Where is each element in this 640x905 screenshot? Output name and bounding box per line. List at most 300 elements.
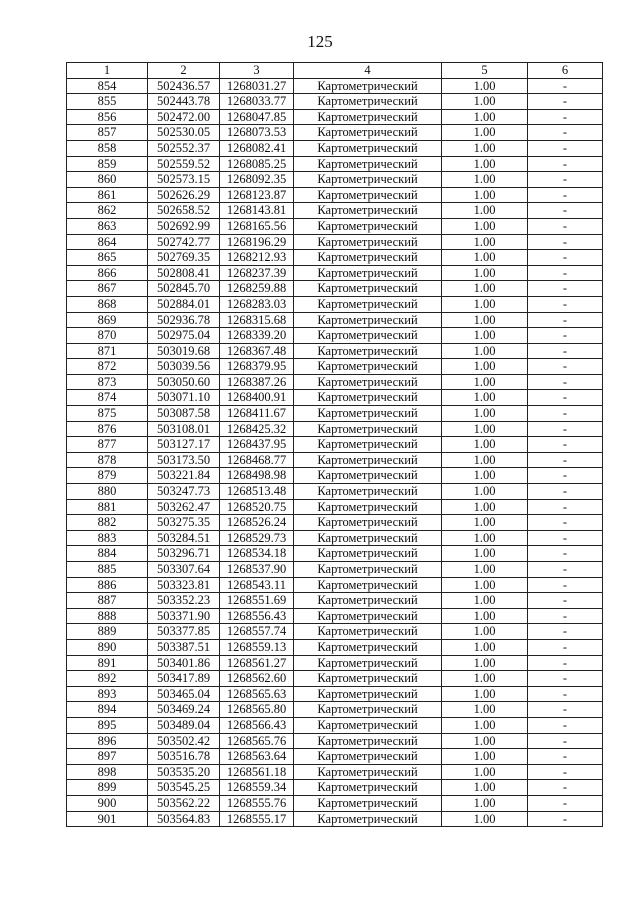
accuracy-cell: 1.00 xyxy=(442,515,528,531)
point-number-cell: 878 xyxy=(67,452,148,468)
x-coordinate-cell: 503564.83 xyxy=(148,811,220,827)
table-row xyxy=(67,811,603,827)
point-number-cell: 884 xyxy=(67,546,148,562)
x-coordinate-cell: 502808.41 xyxy=(148,265,220,281)
method-cell: Картометрический xyxy=(294,764,442,780)
x-coordinate-cell: 502936.78 xyxy=(148,312,220,328)
point-number-cell: 879 xyxy=(67,468,148,484)
x-coordinate-cell: 503307.64 xyxy=(148,562,220,578)
x-coordinate-cell: 503087.58 xyxy=(148,406,220,422)
accuracy-cell: 1.00 xyxy=(442,187,528,203)
note-cell: - xyxy=(528,421,603,437)
method-cell: Картометрический xyxy=(294,359,442,375)
y-coordinate-cell: 1268387.26 xyxy=(220,374,294,390)
x-coordinate-cell: 503127.17 xyxy=(148,437,220,453)
accuracy-cell: 1.00 xyxy=(442,140,528,156)
method-cell: Картометрический xyxy=(294,218,442,234)
x-coordinate-cell: 503221.84 xyxy=(148,468,220,484)
method-cell: Картометрический xyxy=(294,234,442,250)
note-cell: - xyxy=(528,624,603,640)
accuracy-cell: 1.00 xyxy=(442,780,528,796)
y-coordinate-cell: 1268529.73 xyxy=(220,530,294,546)
y-coordinate-cell: 1268196.29 xyxy=(220,234,294,250)
accuracy-cell: 1.00 xyxy=(442,390,528,406)
point-number-cell: 868 xyxy=(67,296,148,312)
accuracy-cell: 1.00 xyxy=(442,250,528,266)
x-coordinate-cell: 502573.15 xyxy=(148,172,220,188)
y-coordinate-cell: 1268123.87 xyxy=(220,187,294,203)
table-row xyxy=(67,639,603,655)
accuracy-cell: 1.00 xyxy=(442,359,528,375)
accuracy-cell: 1.00 xyxy=(442,125,528,141)
note-cell: - xyxy=(528,733,603,749)
table-row xyxy=(67,484,603,500)
table-row xyxy=(67,140,603,156)
y-coordinate-cell: 1268031.27 xyxy=(220,78,294,94)
method-cell: Картометрический xyxy=(294,686,442,702)
table-row xyxy=(67,764,603,780)
note-cell: - xyxy=(528,218,603,234)
note-cell: - xyxy=(528,109,603,125)
table-row xyxy=(67,312,603,328)
point-number-cell: 900 xyxy=(67,795,148,811)
method-cell: Картометрический xyxy=(294,452,442,468)
note-cell: - xyxy=(528,546,603,562)
accuracy-cell: 1.00 xyxy=(442,484,528,500)
note-cell: - xyxy=(528,390,603,406)
method-cell: Картометрический xyxy=(294,312,442,328)
note-cell: - xyxy=(528,312,603,328)
method-cell: Картометрический xyxy=(294,624,442,640)
table-row xyxy=(67,671,603,687)
table-row xyxy=(67,749,603,765)
y-coordinate-cell: 1268534.18 xyxy=(220,546,294,562)
accuracy-cell: 1.00 xyxy=(442,94,528,110)
y-coordinate-cell: 1268566.43 xyxy=(220,717,294,733)
x-coordinate-cell: 502884.01 xyxy=(148,296,220,312)
method-cell: Картометрический xyxy=(294,593,442,609)
x-coordinate-cell: 503284.51 xyxy=(148,530,220,546)
accuracy-cell: 1.00 xyxy=(442,109,528,125)
note-cell: - xyxy=(528,125,603,141)
point-number-cell: 893 xyxy=(67,686,148,702)
table-row xyxy=(67,374,603,390)
method-cell: Картометрический xyxy=(294,343,442,359)
point-number-cell: 886 xyxy=(67,577,148,593)
x-coordinate-cell: 502742.77 xyxy=(148,234,220,250)
x-coordinate-cell: 502443.78 xyxy=(148,94,220,110)
note-cell: - xyxy=(528,203,603,219)
point-number-cell: 863 xyxy=(67,218,148,234)
point-number-cell: 887 xyxy=(67,593,148,609)
point-number-cell: 856 xyxy=(67,109,148,125)
x-coordinate-cell: 503071.10 xyxy=(148,390,220,406)
method-cell: Картометрический xyxy=(294,281,442,297)
method-cell: Картометрический xyxy=(294,421,442,437)
y-coordinate-cell: 1268092.35 xyxy=(220,172,294,188)
note-cell: - xyxy=(528,437,603,453)
method-cell: Картометрический xyxy=(294,296,442,312)
note-cell: - xyxy=(528,671,603,687)
point-number-cell: 880 xyxy=(67,484,148,500)
x-coordinate-cell: 502559.52 xyxy=(148,156,220,172)
method-cell: Картометрический xyxy=(294,795,442,811)
note-cell: - xyxy=(528,234,603,250)
y-coordinate-cell: 1268283.03 xyxy=(220,296,294,312)
point-number-cell: 861 xyxy=(67,187,148,203)
column-header-1: 1 xyxy=(67,63,148,79)
x-coordinate-cell: 502769.35 xyxy=(148,250,220,266)
method-cell: Картометрический xyxy=(294,265,442,281)
point-number-cell: 862 xyxy=(67,203,148,219)
note-cell: - xyxy=(528,811,603,827)
note-cell: - xyxy=(528,780,603,796)
point-number-cell: 891 xyxy=(67,655,148,671)
table-row xyxy=(67,686,603,702)
x-coordinate-cell: 502845.70 xyxy=(148,281,220,297)
method-cell: Картометрический xyxy=(294,608,442,624)
x-coordinate-cell: 503296.71 xyxy=(148,546,220,562)
point-number-cell: 890 xyxy=(67,639,148,655)
accuracy-cell: 1.00 xyxy=(442,343,528,359)
y-coordinate-cell: 1268085.25 xyxy=(220,156,294,172)
table-row xyxy=(67,499,603,515)
accuracy-cell: 1.00 xyxy=(442,265,528,281)
x-coordinate-cell: 503516.78 xyxy=(148,749,220,765)
method-cell: Картометрический xyxy=(294,515,442,531)
x-coordinate-cell: 503262.47 xyxy=(148,499,220,515)
y-coordinate-cell: 1268543.11 xyxy=(220,577,294,593)
method-cell: Картометрический xyxy=(294,328,442,344)
point-number-cell: 854 xyxy=(67,78,148,94)
y-coordinate-cell: 1268556.43 xyxy=(220,608,294,624)
table-row xyxy=(67,125,603,141)
table-row xyxy=(67,468,603,484)
note-cell: - xyxy=(528,655,603,671)
table-row xyxy=(67,78,603,94)
point-number-cell: 894 xyxy=(67,702,148,718)
note-cell: - xyxy=(528,94,603,110)
note-cell: - xyxy=(528,749,603,765)
note-cell: - xyxy=(528,406,603,422)
point-number-cell: 888 xyxy=(67,608,148,624)
method-cell: Картометрический xyxy=(294,702,442,718)
method-cell: Картометрический xyxy=(294,562,442,578)
table-row xyxy=(67,234,603,250)
point-number-cell: 901 xyxy=(67,811,148,827)
note-cell: - xyxy=(528,296,603,312)
y-coordinate-cell: 1268379.95 xyxy=(220,359,294,375)
note-cell: - xyxy=(528,717,603,733)
method-cell: Картометрический xyxy=(294,577,442,593)
table-row xyxy=(67,577,603,593)
note-cell: - xyxy=(528,562,603,578)
y-coordinate-cell: 1268047.85 xyxy=(220,109,294,125)
accuracy-cell: 1.00 xyxy=(442,764,528,780)
x-coordinate-cell: 503377.85 xyxy=(148,624,220,640)
point-number-cell: 860 xyxy=(67,172,148,188)
method-cell: Картометрический xyxy=(294,671,442,687)
note-cell: - xyxy=(528,78,603,94)
method-cell: Картометрический xyxy=(294,468,442,484)
x-coordinate-cell: 503108.01 xyxy=(148,421,220,437)
method-cell: Картометрический xyxy=(294,156,442,172)
table-row xyxy=(67,281,603,297)
point-number-cell: 874 xyxy=(67,390,148,406)
point-number-cell: 866 xyxy=(67,265,148,281)
y-coordinate-cell: 1268339.20 xyxy=(220,328,294,344)
accuracy-cell: 1.00 xyxy=(442,717,528,733)
y-coordinate-cell: 1268520.75 xyxy=(220,499,294,515)
accuracy-cell: 1.00 xyxy=(442,437,528,453)
accuracy-cell: 1.00 xyxy=(442,593,528,609)
table-row xyxy=(67,733,603,749)
point-number-cell: 877 xyxy=(67,437,148,453)
accuracy-cell: 1.00 xyxy=(442,203,528,219)
x-coordinate-cell: 502472.00 xyxy=(148,109,220,125)
note-cell: - xyxy=(528,702,603,718)
method-cell: Картометрический xyxy=(294,530,442,546)
point-number-cell: 883 xyxy=(67,530,148,546)
note-cell: - xyxy=(528,530,603,546)
accuracy-cell: 1.00 xyxy=(442,733,528,749)
method-cell: Картометрический xyxy=(294,811,442,827)
y-coordinate-cell: 1268082.41 xyxy=(220,140,294,156)
accuracy-cell: 1.00 xyxy=(442,452,528,468)
note-cell: - xyxy=(528,374,603,390)
point-number-cell: 898 xyxy=(67,764,148,780)
table-row xyxy=(67,546,603,562)
table-row xyxy=(67,515,603,531)
note-cell: - xyxy=(528,281,603,297)
table-row xyxy=(67,562,603,578)
note-cell: - xyxy=(528,499,603,515)
accuracy-cell: 1.00 xyxy=(442,78,528,94)
accuracy-cell: 1.00 xyxy=(442,281,528,297)
note-cell: - xyxy=(528,639,603,655)
point-number-cell: 873 xyxy=(67,374,148,390)
method-cell: Картометрический xyxy=(294,406,442,422)
y-coordinate-cell: 1268565.80 xyxy=(220,702,294,718)
y-coordinate-cell: 1268565.76 xyxy=(220,733,294,749)
y-coordinate-cell: 1268526.24 xyxy=(220,515,294,531)
y-coordinate-cell: 1268555.17 xyxy=(220,811,294,827)
y-coordinate-cell: 1268562.60 xyxy=(220,671,294,687)
y-coordinate-cell: 1268400.91 xyxy=(220,390,294,406)
x-coordinate-cell: 503502.42 xyxy=(148,733,220,749)
x-coordinate-cell: 503417.89 xyxy=(148,671,220,687)
accuracy-cell: 1.00 xyxy=(442,686,528,702)
y-coordinate-cell: 1268513.48 xyxy=(220,484,294,500)
method-cell: Картометрический xyxy=(294,639,442,655)
x-coordinate-cell: 502436.57 xyxy=(148,78,220,94)
accuracy-cell: 1.00 xyxy=(442,406,528,422)
note-cell: - xyxy=(528,608,603,624)
method-cell: Картометрический xyxy=(294,390,442,406)
note-cell: - xyxy=(528,795,603,811)
note-cell: - xyxy=(528,172,603,188)
point-number-cell: 896 xyxy=(67,733,148,749)
accuracy-cell: 1.00 xyxy=(442,749,528,765)
y-coordinate-cell: 1268411.67 xyxy=(220,406,294,422)
method-cell: Картометрический xyxy=(294,733,442,749)
accuracy-cell: 1.00 xyxy=(442,639,528,655)
note-cell: - xyxy=(528,686,603,702)
accuracy-cell: 1.00 xyxy=(442,608,528,624)
y-coordinate-cell: 1268559.13 xyxy=(220,639,294,655)
method-cell: Картометрический xyxy=(294,140,442,156)
point-number-cell: 864 xyxy=(67,234,148,250)
accuracy-cell: 1.00 xyxy=(442,499,528,515)
method-cell: Картометрический xyxy=(294,749,442,765)
accuracy-cell: 1.00 xyxy=(442,156,528,172)
note-cell: - xyxy=(528,156,603,172)
table-row xyxy=(67,109,603,125)
note-cell: - xyxy=(528,593,603,609)
table-row xyxy=(67,655,603,671)
note-cell: - xyxy=(528,484,603,500)
point-number-cell: 867 xyxy=(67,281,148,297)
accuracy-cell: 1.00 xyxy=(442,421,528,437)
x-coordinate-cell: 503489.04 xyxy=(148,717,220,733)
table-body xyxy=(67,78,603,827)
table-row xyxy=(67,265,603,281)
method-cell: Картометрический xyxy=(294,172,442,188)
table-row xyxy=(67,437,603,453)
accuracy-cell: 1.00 xyxy=(442,546,528,562)
point-number-cell: 855 xyxy=(67,94,148,110)
accuracy-cell: 1.00 xyxy=(442,296,528,312)
table-row xyxy=(67,795,603,811)
x-coordinate-cell: 502626.29 xyxy=(148,187,220,203)
method-cell: Картометрический xyxy=(294,78,442,94)
table-row xyxy=(67,156,603,172)
y-coordinate-cell: 1268561.18 xyxy=(220,764,294,780)
table-row xyxy=(67,624,603,640)
accuracy-cell: 1.00 xyxy=(442,234,528,250)
x-coordinate-cell: 503469.24 xyxy=(148,702,220,718)
x-coordinate-cell: 502975.04 xyxy=(148,328,220,344)
accuracy-cell: 1.00 xyxy=(442,218,528,234)
x-coordinate-cell: 503039.56 xyxy=(148,359,220,375)
y-coordinate-cell: 1268073.53 xyxy=(220,125,294,141)
note-cell: - xyxy=(528,452,603,468)
point-number-cell: 895 xyxy=(67,717,148,733)
note-cell: - xyxy=(528,265,603,281)
method-cell: Картометрический xyxy=(294,655,442,671)
accuracy-cell: 1.00 xyxy=(442,671,528,687)
accuracy-cell: 1.00 xyxy=(442,655,528,671)
x-coordinate-cell: 503465.04 xyxy=(148,686,220,702)
y-coordinate-cell: 1268559.34 xyxy=(220,780,294,796)
accuracy-cell: 1.00 xyxy=(442,811,528,827)
x-coordinate-cell: 503275.35 xyxy=(148,515,220,531)
note-cell: - xyxy=(528,343,603,359)
coordinates-table xyxy=(66,62,603,827)
method-cell: Картометрический xyxy=(294,499,442,515)
column-header-2: 2 xyxy=(148,63,220,79)
note-cell: - xyxy=(528,468,603,484)
y-coordinate-cell: 1268143.81 xyxy=(220,203,294,219)
point-number-cell: 859 xyxy=(67,156,148,172)
table-row xyxy=(67,359,603,375)
x-coordinate-cell: 503352.23 xyxy=(148,593,220,609)
method-cell: Картометрический xyxy=(294,484,442,500)
table-row xyxy=(67,390,603,406)
accuracy-cell: 1.00 xyxy=(442,795,528,811)
point-number-cell: 892 xyxy=(67,671,148,687)
point-number-cell: 882 xyxy=(67,515,148,531)
table-row xyxy=(67,717,603,733)
y-coordinate-cell: 1268367.48 xyxy=(220,343,294,359)
accuracy-cell: 1.00 xyxy=(442,624,528,640)
point-number-cell: 889 xyxy=(67,624,148,640)
y-coordinate-cell: 1268561.27 xyxy=(220,655,294,671)
y-coordinate-cell: 1268468.77 xyxy=(220,452,294,468)
method-cell: Картометрический xyxy=(294,250,442,266)
x-coordinate-cell: 502692.99 xyxy=(148,218,220,234)
x-coordinate-cell: 503562.22 xyxy=(148,795,220,811)
table-row xyxy=(67,608,603,624)
y-coordinate-cell: 1268315.68 xyxy=(220,312,294,328)
y-coordinate-cell: 1268551.69 xyxy=(220,593,294,609)
point-number-cell: 857 xyxy=(67,125,148,141)
accuracy-cell: 1.00 xyxy=(442,172,528,188)
point-number-cell: 865 xyxy=(67,250,148,266)
table-row xyxy=(67,421,603,437)
accuracy-cell: 1.00 xyxy=(442,374,528,390)
y-coordinate-cell: 1268237.39 xyxy=(220,265,294,281)
x-coordinate-cell: 503247.73 xyxy=(148,484,220,500)
y-coordinate-cell: 1268437.95 xyxy=(220,437,294,453)
x-coordinate-cell: 502552.37 xyxy=(148,140,220,156)
point-number-cell: 872 xyxy=(67,359,148,375)
y-coordinate-cell: 1268212.93 xyxy=(220,250,294,266)
x-coordinate-cell: 503019.68 xyxy=(148,343,220,359)
table-row xyxy=(67,452,603,468)
table-row xyxy=(67,702,603,718)
method-cell: Картометрический xyxy=(294,546,442,562)
table-row xyxy=(67,780,603,796)
note-cell: - xyxy=(528,359,603,375)
column-header-6: 6 xyxy=(528,63,603,79)
point-number-cell: 899 xyxy=(67,780,148,796)
y-coordinate-cell: 1268565.63 xyxy=(220,686,294,702)
table-row xyxy=(67,203,603,219)
table-row xyxy=(67,94,603,110)
y-coordinate-cell: 1268537.90 xyxy=(220,562,294,578)
note-cell: - xyxy=(528,515,603,531)
y-coordinate-cell: 1268033.77 xyxy=(220,94,294,110)
point-number-cell: 869 xyxy=(67,312,148,328)
method-cell: Картометрический xyxy=(294,437,442,453)
table-row xyxy=(67,530,603,546)
y-coordinate-cell: 1268425.32 xyxy=(220,421,294,437)
y-coordinate-cell: 1268259.88 xyxy=(220,281,294,297)
method-cell: Картометрический xyxy=(294,94,442,110)
table-row xyxy=(67,250,603,266)
x-coordinate-cell: 503535.20 xyxy=(148,764,220,780)
note-cell: - xyxy=(528,250,603,266)
column-header-5: 5 xyxy=(442,63,528,79)
accuracy-cell: 1.00 xyxy=(442,328,528,344)
y-coordinate-cell: 1268555.76 xyxy=(220,795,294,811)
x-coordinate-cell: 503387.51 xyxy=(148,639,220,655)
note-cell: - xyxy=(528,140,603,156)
point-number-cell: 876 xyxy=(67,421,148,437)
y-coordinate-cell: 1268165.56 xyxy=(220,218,294,234)
table-row xyxy=(67,406,603,422)
